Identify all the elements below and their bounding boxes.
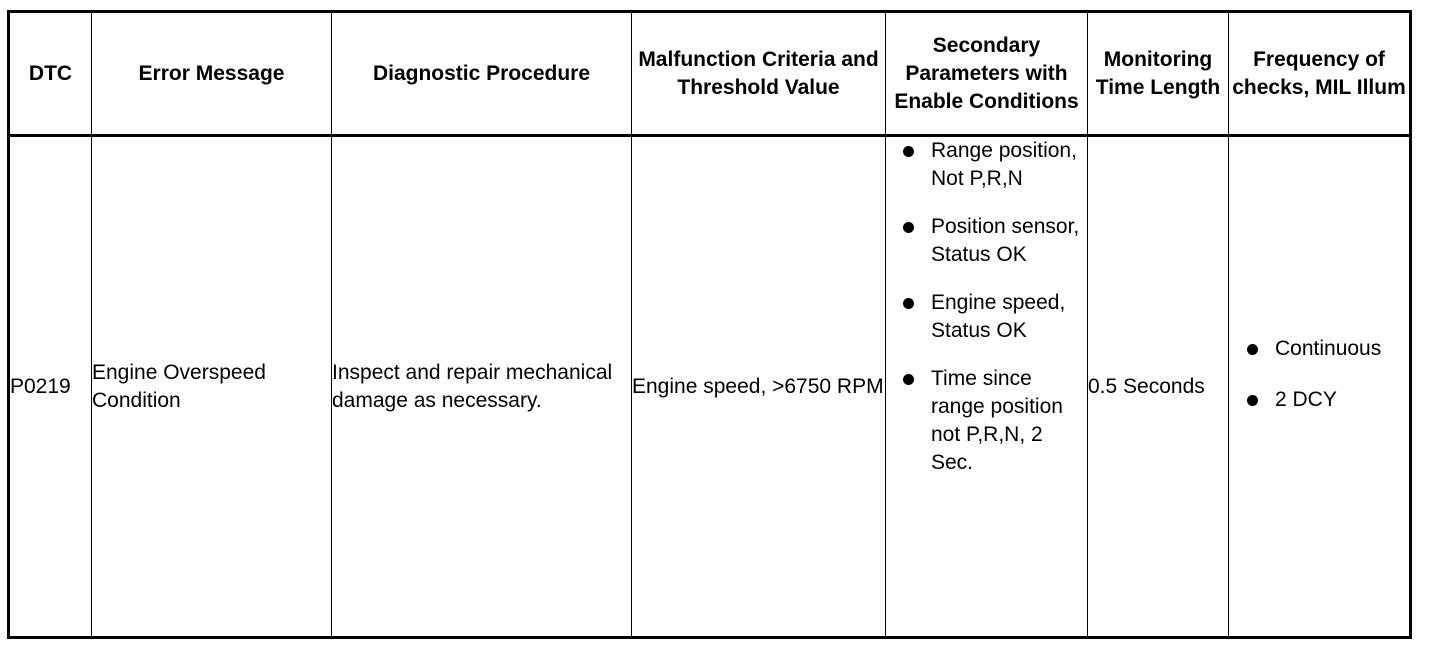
list-item: Range position, Not P,R,N xyxy=(886,137,1087,193)
cell-frequency xyxy=(1229,136,1411,638)
cell-monitoring-time: 0.5 Seconds xyxy=(1088,136,1229,638)
list-item: Time since range position not P,R,N, 2 Sec. xyxy=(886,365,1087,477)
header-frequency: Frequency of checks, MIL Illum xyxy=(1229,12,1411,136)
table-row xyxy=(9,136,1411,638)
frequency-list xyxy=(1229,335,1409,414)
header-monitoring-time: Monitoring Time Length xyxy=(1088,12,1229,136)
cell-secondary-parameters xyxy=(886,136,1088,638)
header-diagnostic-procedure: Diagnostic Procedure xyxy=(332,12,632,136)
cell-dtc: P0219 xyxy=(9,136,92,638)
dtc-table xyxy=(7,10,1412,639)
header-dtc: DTC xyxy=(9,12,92,136)
header-secondary-parameters: Secondary Parameters with Enable Conditions xyxy=(886,12,1088,136)
cell-diagnostic-procedure: Inspect and repair mechanical damage as necessary. xyxy=(332,136,632,638)
list-item: Position sensor, Status OK xyxy=(886,213,1087,269)
list-item: 2 DCY xyxy=(1229,386,1409,414)
list-item: Continuous xyxy=(1229,335,1409,363)
cell-malfunction-criteria: Engine speed, >6750 RPM xyxy=(632,136,886,638)
header-malfunction-criteria: Malfunction Criteria and Threshold Value xyxy=(632,12,886,136)
header-row xyxy=(9,12,1411,136)
cell-error-message: Engine Overspeed Condition xyxy=(92,136,332,638)
header-error-message: Error Message xyxy=(92,12,332,136)
secondary-parameters-list xyxy=(886,137,1087,477)
list-item: Engine speed, Status OK xyxy=(886,289,1087,345)
